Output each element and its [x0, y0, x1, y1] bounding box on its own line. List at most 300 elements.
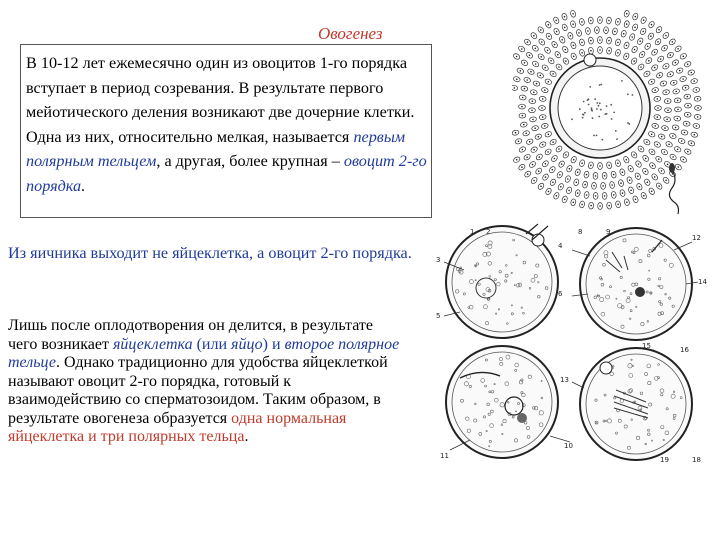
follicle-cell-nucleus: [646, 73, 648, 75]
yolk-granule: [591, 109, 593, 111]
follicle-cell-nucleus: [545, 176, 547, 178]
follicle-cell-nucleus: [595, 195, 597, 197]
follicle-cell-nucleus: [538, 136, 540, 138]
label-9: 9: [606, 228, 611, 236]
follicle-cell-nucleus: [520, 70, 522, 72]
follicle-cell-nucleus: [540, 75, 542, 77]
follicle-cell-nucleus: [639, 186, 641, 188]
follicle-cell-nucleus: [626, 159, 628, 161]
follicle-cell-nucleus: [572, 13, 574, 15]
follicle-cell-nucleus: [590, 20, 592, 22]
first-polar-body: [584, 54, 596, 66]
follicle-cell-nucleus: [623, 33, 625, 35]
follicle-cell-nucleus: [544, 67, 546, 69]
follicle-cell-nucleus: [682, 78, 684, 80]
label-3: 3: [436, 256, 441, 264]
follicle-cell-nucleus: [533, 92, 535, 94]
follicle-cell-nucleus: [633, 60, 635, 62]
term-second-polar-body: второе полярное тельце: [8, 335, 400, 371]
follicle-cell-nucleus: [648, 60, 650, 62]
term-secondary-oocyte: овоцит 2-го порядка: [26, 152, 427, 195]
follicle-cell-nucleus: [567, 178, 569, 180]
p3-text-5: .: [244, 428, 249, 445]
follicle-cell-nucleus: [584, 184, 586, 186]
stage-3-cell: [446, 346, 558, 458]
label-6: 6: [558, 290, 563, 298]
follicle-cell-nucleus: [665, 91, 667, 93]
follicle-cell-nucleus: [652, 165, 654, 167]
follicle-cell-nucleus: [608, 205, 610, 207]
follicle-cell-nucleus: [565, 60, 567, 62]
follicle-cell-nucleus: [677, 100, 679, 102]
follicle-cell-nucleus: [691, 72, 693, 74]
follicle-cell-nucleus: [599, 39, 601, 41]
follicle-cell-nucleus: [694, 134, 696, 136]
label-14: 14: [698, 278, 707, 286]
follicle-cell-nucleus: [626, 13, 628, 15]
follicle-cell-nucleus: [672, 135, 674, 137]
follicle-cell-nucleus: [576, 182, 578, 184]
yolk-granule: [596, 108, 598, 110]
follicle-cell-nucleus: [634, 27, 636, 29]
term-egg-cell: яйцеклетка: [112, 335, 193, 353]
yolk-granule: [589, 86, 591, 88]
follicle-cell-nucleus: [568, 190, 570, 192]
p3-text-2: (или: [192, 335, 232, 353]
follicle-cell-nucleus: [657, 98, 659, 100]
yolk-granule: [593, 135, 595, 137]
follicle-cell-nucleus: [658, 29, 660, 31]
follicle-cell-nucleus: [673, 82, 675, 84]
follicle-cell-nucleus: [608, 20, 610, 22]
yolk-granule: [627, 93, 629, 95]
term-egg: яйцо: [231, 335, 263, 353]
follicle-cell-nucleus: [516, 159, 518, 161]
follicle-cell-nucleus: [577, 172, 579, 174]
follicle-cell-nucleus: [661, 170, 663, 172]
follicle-cell-nucleus: [599, 205, 601, 207]
follicle-cell-nucleus: [611, 184, 613, 186]
yolk-granule: [600, 84, 602, 86]
follicle-cell-nucleus: [686, 123, 688, 125]
follicle-cell-nucleus: [548, 134, 550, 136]
follicle-cell-nucleus: [684, 132, 686, 134]
follicle-cell-nucleus: [542, 98, 544, 100]
follicle-cell-nucleus: [654, 125, 656, 127]
follicle-cell-nucleus: [635, 199, 637, 201]
follicle-cell-nucleus: [696, 89, 698, 91]
follicle-cell-nucleus: [565, 154, 567, 156]
follicle-cell-nucleus: [617, 204, 619, 206]
label-13: 13: [560, 376, 569, 384]
follicle-cell-nucleus: [578, 32, 580, 34]
follicle-cell-nucleus: [658, 158, 660, 160]
follicle-cell-nucleus: [523, 124, 525, 126]
follicle-cell-nucleus: [620, 182, 622, 184]
follicle-cell-nucleus: [697, 98, 699, 100]
yolk-granule: [613, 112, 615, 114]
follicle-cell-nucleus: [661, 136, 663, 138]
oocyte-membrane: [558, 66, 642, 150]
follicle-cell-nucleus: [540, 29, 542, 31]
follicle-cell-nucleus: [675, 127, 677, 129]
yolk-granule: [583, 114, 585, 116]
follicle-cell-nucleus: [683, 159, 685, 161]
yolk-granule: [588, 104, 590, 106]
yolk-granule: [584, 112, 586, 114]
follicle-cell-nucleus: [564, 16, 566, 18]
follicle-cell-nucleus: [693, 80, 695, 82]
follicle-cell-nucleus: [547, 151, 549, 153]
follicle-cell-nucleus: [667, 100, 669, 102]
follicle-cell-nucleus: [654, 176, 656, 178]
follicle-cell-nucleus: [542, 116, 544, 118]
follicle-cell-nucleus: [691, 143, 693, 145]
label-19: 19: [660, 456, 669, 464]
p1-text-1: В 10-12 лет ежемесячно один из овоцитов 1-го порядка вступает в период созревания. В результате первого мейотического деления возникают две дочерние клетки. Одна из них, относительно мелкая, называется: [26, 54, 415, 146]
follicle-cell-nucleus: [581, 204, 583, 206]
yolk-granule: [621, 80, 623, 82]
follicle-cell-nucleus: [530, 71, 532, 73]
follicle-cell-nucleus: [526, 156, 528, 158]
follicle-cell-nucleus: [518, 141, 520, 143]
paragraph-ovary-exit: Из яичника выходит не яйцеклетка, а овоцит 2-го порядка.: [8, 244, 412, 262]
follicle-cell-nucleus: [527, 173, 529, 175]
follicle-cell-nucleus: [677, 118, 679, 120]
follicle-cell-nucleus: [533, 35, 535, 37]
yolk-granule: [596, 135, 598, 137]
follicle-cell-nucleus: [617, 21, 619, 23]
follicle-cell-nucleus: [668, 144, 670, 146]
follicle-cell-nucleus: [540, 56, 542, 58]
follicle-cell-nucleus: [634, 49, 636, 51]
follicle-cell-nucleus: [681, 140, 683, 142]
follicle-cell-nucleus: [590, 205, 592, 207]
follicle-cell-nucleus: [675, 62, 677, 64]
follicle-cell-nucleus: [629, 179, 631, 181]
follicle-cell-nucleus: [642, 31, 644, 33]
follicle-cell-nucleus: [573, 45, 575, 47]
follicle-cell-nucleus: [593, 185, 595, 187]
follicle-cell-nucleus: [547, 50, 549, 52]
follicle-cell-nucleus: [613, 194, 615, 196]
follicle-cell-nucleus: [647, 181, 649, 183]
stage-1-cell: [446, 224, 558, 338]
follicle-cell-nucleus: [524, 88, 526, 90]
follicle-cell-nucleus: [548, 24, 550, 26]
follicle-cell-nucleus: [651, 151, 653, 153]
follicle-cell-nucleus: [670, 54, 672, 56]
follicle-cell-nucleus: [664, 47, 666, 49]
yolk-granule: [615, 130, 617, 132]
yolk-granule: [599, 102, 601, 104]
yolk-granule: [601, 139, 603, 141]
follicle-cell-nucleus: [608, 165, 610, 167]
follicle-cell-nucleus: [556, 195, 558, 197]
follicle-cell-nucleus: [581, 162, 583, 164]
yolk-granule: [632, 94, 634, 96]
follicle-cell-nucleus: [558, 66, 560, 68]
follicle-cell-nucleus: [565, 49, 567, 51]
label-16: 16: [680, 346, 689, 354]
follicle-cell-nucleus: [614, 31, 616, 33]
follicle-cell-nucleus: [645, 158, 647, 160]
label-11: 11: [440, 452, 449, 460]
follicle-cell-nucleus: [639, 40, 641, 42]
follicle-cell-nucleus: [651, 24, 653, 26]
follicle-cell-nucleus: [626, 23, 628, 25]
yolk-granule: [604, 113, 606, 115]
follicle-cell-nucleus: [558, 148, 560, 150]
follicle-cell-nucleus: [687, 63, 689, 65]
follicle-cell-nucleus: [679, 70, 681, 72]
follicle-cell-nucleus: [637, 175, 639, 177]
follicle-cell-nucleus: [664, 127, 666, 129]
follicle-cell-nucleus: [561, 39, 563, 41]
label-5: 5: [436, 312, 441, 320]
follicle-cell-nucleus: [548, 36, 550, 38]
follicle-cell-nucleus: [554, 158, 556, 160]
follicle-cell-nucleus: [646, 141, 648, 143]
follicle-cell-nucleus: [514, 87, 516, 89]
follicle-cell-nucleus: [516, 78, 518, 80]
follicle-cell-nucleus: [564, 27, 566, 29]
yolk-granule: [588, 98, 590, 100]
follicle-cell-nucleus: [605, 29, 607, 31]
follicle-cell-nucleus: [663, 83, 665, 85]
follicle-cell-nucleus: [541, 107, 543, 109]
follicle-cell-nucleus: [535, 63, 537, 65]
follicle-cell-nucleus: [595, 175, 597, 177]
follicle-cell-nucleus: [687, 105, 689, 107]
follicle-cell-nucleus: [516, 56, 518, 58]
follicle-cell-nucleus: [522, 149, 524, 151]
follicle-cell-nucleus: [538, 170, 540, 172]
follicle-cell-nucleus: [626, 201, 628, 203]
follicle-cell-nucleus: [657, 41, 659, 43]
term-first-polar-body: первым полярным тельцем: [26, 127, 406, 170]
follicle-cell-nucleus: [590, 165, 592, 167]
follicle-cell-nucleus: [635, 16, 637, 18]
follicle-cell-nucleus: [532, 119, 534, 121]
follicle-cell-nucleus: [522, 97, 524, 99]
yolk-granule: [628, 123, 630, 125]
follicle-cell-nucleus: [617, 42, 619, 44]
p3-text-3: ) и: [262, 335, 285, 353]
follicle-cell-nucleus: [608, 50, 610, 52]
slide-title: Овогенез: [318, 24, 383, 43]
follicle-cell-nucleus: [658, 185, 660, 187]
follicle-cell-nucleus: [651, 81, 653, 83]
follicle-cell-nucleus: [687, 96, 689, 98]
follicle-cell-nucleus: [533, 180, 535, 182]
paragraph-fertilization: [8, 317, 404, 447]
follicle-cell-nucleus: [697, 116, 699, 118]
label-10: 10: [564, 442, 573, 450]
follicle-cell-nucleus: [687, 114, 689, 116]
follicle-cell-nucleus: [654, 67, 656, 69]
follicle-cell-nucleus: [540, 186, 542, 188]
follicle-cell-nucleus: [573, 56, 575, 58]
follicle-cell-nucleus: [617, 52, 619, 54]
follicle-cell-nucleus: [604, 195, 606, 197]
follicle-cell-nucleus: [599, 165, 601, 167]
follicle-cell-nucleus: [677, 48, 679, 50]
follicle-cell-nucleus: [534, 127, 536, 129]
follicle-cell-nucleus: [522, 115, 524, 117]
yolk-granule: [616, 138, 618, 140]
follicle-cell-nucleus: [626, 56, 628, 58]
meiosis-stages-figure: [430, 222, 712, 466]
follicle-cell-nucleus: [660, 58, 662, 60]
follicle-cell-nucleus: [557, 54, 559, 56]
follicle-cell-nucleus: [569, 168, 571, 170]
follicle-cell-nucleus: [631, 36, 633, 38]
follicle-cell-nucleus: [542, 144, 544, 146]
follicle-cell-nucleus: [527, 41, 529, 43]
follicle-cell-nucleus: [550, 60, 552, 62]
p1-text-3: .: [81, 176, 86, 195]
follicle-cell-nucleus: [602, 185, 604, 187]
follicle-cell-nucleus: [641, 54, 643, 56]
follicle-cell-nucleus: [677, 149, 679, 151]
follicle-cell-nucleus: [645, 171, 647, 173]
follicle-cell-nucleus: [524, 62, 526, 64]
summary-red-text: одна нормальная яйцеклетка и три полярных тельца: [8, 409, 347, 445]
follicle-cell-nucleus: [666, 119, 668, 121]
label-4: 4: [558, 242, 563, 250]
follicle-cell-nucleus: [643, 195, 645, 197]
follicle-cell-nucleus: [657, 116, 659, 118]
follicle-cell-nucleus: [552, 141, 554, 143]
p1-text-2: , а другая, более крупная –: [156, 152, 344, 170]
follicle-cell-nucleus: [521, 106, 523, 108]
follicle-cell-nucleus: [544, 89, 546, 91]
follicle-cell-nucleus: [643, 19, 645, 21]
label-2: 2: [486, 228, 491, 236]
oocyte-corona-figure: [512, 10, 708, 222]
follicle-cell-nucleus: [604, 175, 606, 177]
follicle-cell-nucleus: [659, 75, 661, 77]
stage-4-cell: [580, 348, 692, 460]
follicle-cell-nucleus: [564, 199, 566, 201]
follicle-cell-nucleus: [675, 91, 677, 93]
follicle-cell-nucleus: [651, 191, 653, 193]
follicle-cell-nucleus: [587, 30, 589, 32]
follicle-cell-nucleus: [541, 41, 543, 43]
follicle-cell-nucleus: [531, 110, 533, 112]
follicle-cell-nucleus: [657, 144, 659, 146]
follicle-cell-nucleus: [650, 35, 652, 37]
follicle-cell-nucleus: [697, 107, 699, 109]
follicle-cell-nucleus: [548, 81, 550, 83]
follicle-cell-nucleus: [683, 56, 685, 58]
follicle-cell-nucleus: [548, 191, 550, 193]
follicle-cell-nucleus: [556, 31, 558, 33]
follicle-cell-nucleus: [581, 42, 583, 44]
p3-text-4: . Однако традиционно для удобства яйцеклеткой называют овоцит 2-го порядка, готовый к взаимодействию со сперматозоидом. Таким образом, в результате овогенеза образуется: [8, 354, 388, 427]
follicle-cell-nucleus: [667, 164, 669, 166]
yolk-granule: [592, 117, 594, 119]
follicle-cell-nucleus: [687, 151, 689, 153]
follicle-cell-nucleus: [640, 66, 642, 68]
label-12: 12: [692, 234, 701, 242]
yolk-granule: [598, 105, 600, 107]
follicle-cell-nucleus: [626, 45, 628, 47]
follicle-cell-nucleus: [622, 171, 624, 173]
follicle-cell-nucleus: [617, 162, 619, 164]
follicle-cell-nucleus: [664, 151, 666, 153]
follicle-cell-nucleus: [554, 44, 556, 46]
label-15: 15: [642, 342, 651, 350]
follicle-cell-nucleus: [552, 182, 554, 184]
follicle-cell-nucleus: [573, 159, 575, 161]
follicle-cell-nucleus: [696, 125, 698, 127]
sperm-head: [669, 163, 675, 173]
follicle-cell-nucleus: [670, 74, 672, 76]
follicle-cell-nucleus: [590, 50, 592, 52]
follicle-cell-nucleus: [599, 19, 601, 21]
label-1: 1: [470, 228, 475, 236]
follicle-cell-nucleus: [654, 89, 656, 91]
yolk-granule: [583, 101, 585, 103]
follicle-cell-nucleus: [647, 46, 649, 48]
follicle-cell-nucleus: [559, 174, 561, 176]
follicle-cell-nucleus: [596, 29, 598, 31]
follicle-cell-nucleus: [526, 79, 528, 81]
label-8: 8: [578, 228, 583, 236]
yolk-granule: [582, 117, 584, 119]
follicle-cell-nucleus: [561, 163, 563, 165]
follicle-cell-nucleus: [532, 100, 534, 102]
yolk-granule: [571, 118, 573, 120]
follicle-cell-nucleus: [590, 40, 592, 42]
follicle-cell-nucleus: [599, 49, 601, 51]
follicle-cell-nucleus: [573, 202, 575, 204]
paragraph-maturation: [26, 51, 430, 198]
label-18: 18: [692, 456, 701, 464]
follicle-cell-nucleus: [640, 148, 642, 150]
follicle-cell-nucleus: [608, 40, 610, 42]
follicle-cell-nucleus: [630, 168, 632, 170]
follicle-cell-nucleus: [672, 156, 674, 158]
follicle-cell-nucleus: [521, 166, 523, 168]
yolk-granule: [611, 118, 613, 120]
follicle-cell-nucleus: [515, 132, 517, 134]
yolk-granule: [600, 109, 602, 111]
p3-text-1: Лишь после оплодотворения он делится, в результате чего возникает: [8, 317, 373, 353]
follicle-cell-nucleus: [552, 73, 554, 75]
stage-2-cell: [580, 228, 692, 340]
follicle-cell-nucleus: [521, 48, 523, 50]
follicle-cell-nucleus: [525, 133, 527, 135]
follicle-cell-nucleus: [586, 194, 588, 196]
follicle-cell-nucleus: [665, 180, 667, 182]
follicle-cell-nucleus: [613, 174, 615, 176]
follicle-cell-nucleus: [638, 163, 640, 165]
follicle-cell-nucleus: [544, 125, 546, 127]
follicle-cell-nucleus: [633, 154, 635, 156]
follicle-cell-nucleus: [555, 20, 557, 22]
follicle-cell-nucleus: [552, 169, 554, 171]
follicle-cell-nucleus: [677, 109, 679, 111]
follicle-cell-nucleus: [665, 66, 667, 68]
follicle-cell-nucleus: [672, 41, 674, 43]
follicle-cell-nucleus: [581, 52, 583, 54]
follicle-cell-nucleus: [572, 23, 574, 25]
follicle-cell-nucleus: [651, 134, 653, 136]
follicle-cell-nucleus: [630, 190, 632, 192]
